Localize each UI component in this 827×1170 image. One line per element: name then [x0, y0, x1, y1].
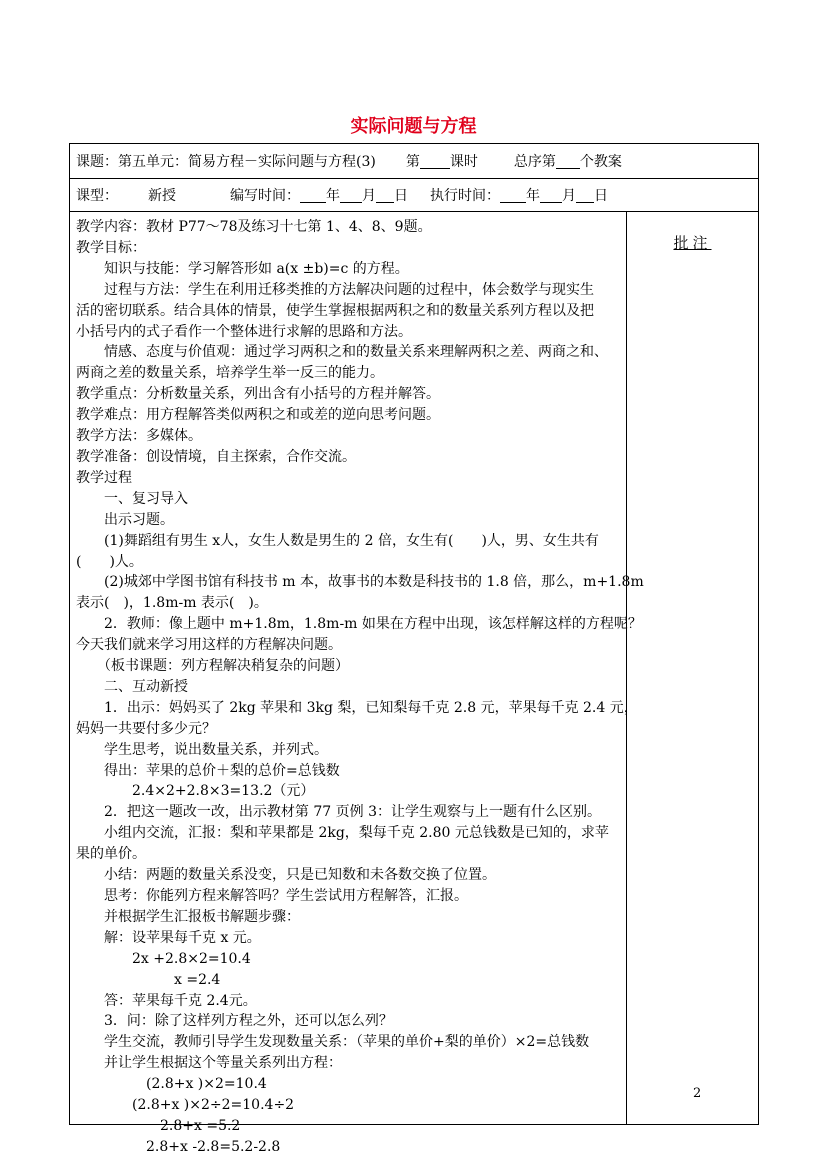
lesson-plan-table: [69, 143, 759, 1155]
content-line: 得出：苹果的总价＋梨的总价=总钱数: [76, 762, 340, 779]
content-line: 教学过程: [76, 469, 132, 486]
content-line: 小组内交流，汇报：梨和苹果都是 2kg，梨每千克 2.80 元总钱数是已知的，求苹: [76, 825, 609, 842]
period-blank: [420, 154, 450, 169]
content-line: 今天我们就来学习用这样的方程解决问题。: [76, 637, 342, 654]
write-month-blank: [340, 188, 362, 203]
content-line: 活的密切联系。结合具体的情景，使学生掌握根据两积之和的数量关系列方程以及把: [76, 302, 594, 319]
content-line: 教学目标：: [76, 239, 146, 256]
side-note-column: [627, 212, 758, 253]
content-line: 2.8+x =5.2: [76, 1117, 241, 1134]
content-line: 出示习题。: [76, 511, 174, 528]
content-line: (1)舞蹈组有男生 x人，女生人数是男生的 2 倍，女生有( )人，男、女生共有: [76, 532, 599, 549]
lesson-content: [70, 212, 644, 1155]
total-blank: [556, 154, 580, 169]
write-year: 年: [326, 188, 340, 204]
document-title: 实际问题与方程: [350, 116, 477, 137]
type-label: 课型：: [76, 188, 118, 204]
content-line: 2.8+x -2.8=5.2-2.8: [76, 1138, 281, 1155]
period-prefix: 第: [405, 154, 420, 170]
exec-year-blank: [500, 188, 526, 203]
content-line: 教学内容：教材 P77～78及练习十七第 1、4、8、9题。: [76, 219, 432, 235]
content-line: 二、互动新授: [76, 678, 188, 695]
content-line: 表示( )，1.8m-m 表示( )。: [76, 595, 268, 612]
content-line: 2．教师：像上题中 m+1.8m，1.8m-m 如果在方程中出现，该怎样解这样的方程呢？: [76, 616, 642, 633]
content-line: 1．出示：妈妈买了 2kg 苹果和 3kg 梨，已知梨每千克 2.8 元，苹果每千克 2.4 元，: [76, 699, 638, 716]
content-line: 知识与技能：学习解答形如 a(x ±b)=c 的方程。: [76, 260, 409, 277]
period-suffix: 课时: [449, 154, 478, 170]
content-row: [70, 212, 759, 1125]
content-line: ( )人。: [76, 553, 143, 570]
content-line: 两商之差的数量关系，培养学生举一反三的能力。: [76, 365, 384, 382]
content-line: 教学难点：用方程解答类似两积之和或差的逆向思考问题。: [76, 407, 440, 424]
content-line: 解：设苹果每千克 x 元。: [76, 929, 261, 946]
content-line: 教学方法：多媒体。: [76, 428, 202, 445]
content-line: 妈妈一共要付多少元？: [76, 720, 216, 737]
content-line: 情感、态度与价值观：通过学习两积之和的数量关系来理解两积之差、两商之和、: [76, 344, 608, 361]
content-line: （板书课题：列方程解决稍复杂的问题）: [76, 658, 349, 675]
side-note-heading: 批注: [673, 234, 712, 252]
exec-time-label: 执行时间：: [430, 188, 500, 204]
write-day-blank: [376, 188, 394, 203]
exec-month-blank: [540, 188, 562, 203]
exec-day: 日: [594, 188, 608, 204]
exec-year: 年: [526, 188, 540, 204]
lesson-topic: 课题：第五单元：简易方程－实际问题与方程(3): [76, 154, 376, 170]
type-value: 新授: [148, 188, 176, 204]
content-line: 一、复习导入: [76, 490, 188, 507]
content-line: 学生思考，说出数量关系，并列式。: [76, 741, 328, 758]
content-line: 2x +2.8×2=10.4: [76, 950, 251, 967]
total-prefix: 总序第: [513, 154, 556, 170]
topic-row: [70, 144, 759, 179]
content-line: 学生交流，教师引导学生发现数量关系：（苹果的单价+梨的单价）×2=总钱数: [76, 1034, 590, 1051]
content-line: 2.4×2+2.8×3=13.2（元）: [76, 783, 315, 800]
content-line: 小括号内的式子看作一个整体进行求解的思路和方法。: [76, 323, 412, 340]
content-line: x =2.4: [76, 971, 221, 988]
write-month: 月: [362, 188, 376, 204]
write-year-blank: [300, 188, 326, 203]
content-line: 思考：你能列方程来解答吗？学生尝试用方程解答，汇报。: [76, 888, 468, 904]
content-line: 小结：两题的数量关系没变，只是已知数和未各数交换了位置。: [76, 867, 496, 884]
content-line: 并根据学生汇报板书解题步骤：: [76, 908, 300, 925]
content-line: 过程与方法：学生在利用迁移类推的方法解决问题的过程中，体会数学与现实生: [76, 281, 594, 298]
page-number: 2: [693, 1086, 702, 1101]
content-line: 果的单价。: [76, 846, 146, 863]
content-line: 3．问：除了这样列方程之外，还可以怎么列？: [76, 1013, 393, 1030]
content-line: 并让学生根据这个等量关系列出方程：: [76, 1055, 342, 1072]
content-line: 教学准备：创设情境，自主探索，合作交流。: [76, 448, 356, 465]
content-line: (2.8+x )×2=10.4: [76, 1076, 267, 1093]
write-day: 日: [394, 188, 408, 204]
write-time-label: 编写时间：: [230, 188, 300, 204]
content-line: 2．把这一题改一改，出示教材第 77 页例 3：让学生观察与上一题有什么区别。: [76, 804, 601, 821]
content-line: 教学重点：分析数量关系，列出含有小括号的方程并解答。: [76, 386, 440, 403]
exec-month: 月: [562, 188, 576, 204]
exec-day-blank: [576, 188, 594, 203]
content-line: (2.8+x )×2÷2=10.4÷2: [76, 1097, 295, 1114]
total-suffix: 个教案: [579, 154, 622, 170]
content-line: (2)城郊中学图书馆有科技书 m 本，故事书的本数是科技书的 1.8 倍，那么，m+1.8m: [76, 574, 644, 591]
type-row: [70, 179, 759, 212]
content-line: 答：苹果每千克 2.4元。: [76, 992, 257, 1009]
